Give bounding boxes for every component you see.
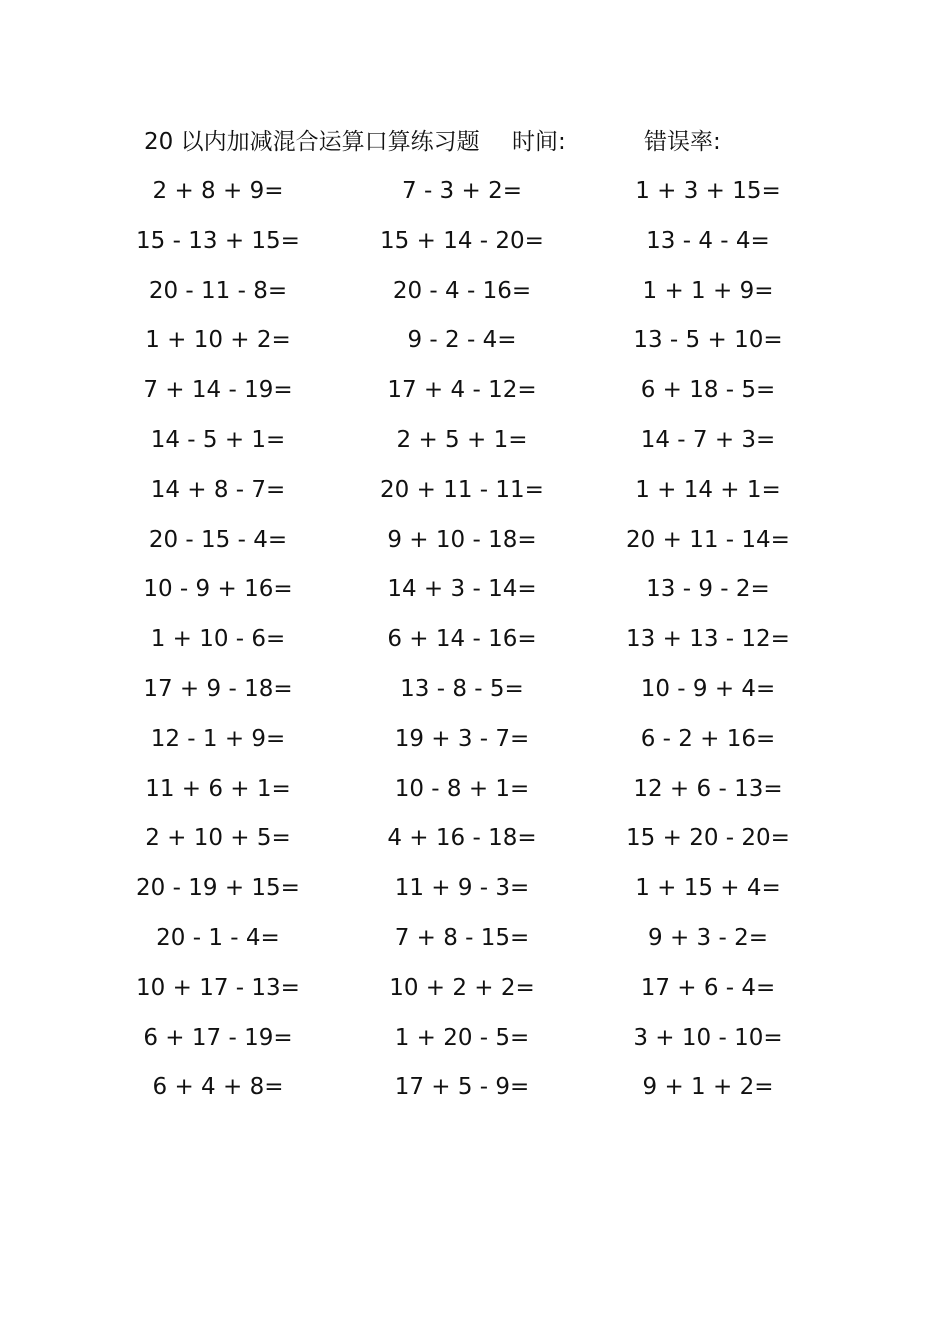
- problem-row: [0, 171, 950, 221]
- math-problem: 6 + 4 + 8=: [152, 1074, 284, 1101]
- problem-row: [0, 569, 950, 619]
- problem-row: [0, 868, 950, 918]
- math-problem: 13 - 9 - 2=: [646, 576, 770, 603]
- math-problem: 10 + 2 + 2=: [389, 974, 535, 1001]
- worksheet-title: 20 以内加减混合运算口算练习题: [144, 129, 480, 155]
- problem-row: [0, 520, 950, 570]
- math-problem: 13 + 13 - 12=: [626, 626, 790, 653]
- math-problem: 14 + 8 - 7=: [150, 476, 286, 503]
- math-problem: 15 - 13 + 15=: [136, 227, 300, 254]
- math-problem: 9 - 2 - 4=: [407, 327, 517, 354]
- problem-row: [0, 420, 950, 470]
- problem-row: [0, 818, 950, 868]
- math-problem: 1 + 10 + 2=: [145, 327, 291, 354]
- math-problem: 1 + 15 + 4=: [635, 875, 781, 902]
- math-problem: 20 - 11 - 8=: [148, 277, 288, 304]
- math-problem: 9 + 1 + 2=: [642, 1074, 774, 1101]
- math-problem: 17 + 4 - 12=: [387, 377, 537, 404]
- math-problem: 20 - 15 - 4=: [148, 526, 288, 553]
- math-problem: 7 + 14 - 19=: [143, 377, 293, 404]
- math-problem: 10 - 9 + 4=: [640, 675, 776, 702]
- math-problem: 7 + 8 - 15=: [394, 924, 530, 951]
- math-problem: 10 + 17 - 13=: [136, 974, 300, 1001]
- math-problem: 1 + 1 + 9=: [642, 277, 774, 304]
- math-problem: 17 + 9 - 18=: [143, 675, 293, 702]
- problem-row: [0, 1067, 950, 1117]
- problem-row: [0, 619, 950, 669]
- math-problem: 3 + 10 - 10=: [633, 1024, 783, 1051]
- problem-row: [0, 1018, 950, 1068]
- math-problem: 17 + 5 - 9=: [394, 1074, 530, 1101]
- math-problem: 20 + 11 - 11=: [380, 476, 544, 503]
- math-problem: 4 + 16 - 18=: [387, 825, 537, 852]
- math-problem: 6 - 2 + 16=: [640, 725, 776, 752]
- math-problem: 17 + 6 - 4=: [640, 974, 776, 1001]
- problem-row: [0, 370, 950, 420]
- math-problem: 6 + 18 - 5=: [640, 377, 776, 404]
- math-problem: 1 + 14 + 1=: [635, 476, 781, 503]
- problem-row: [0, 769, 950, 819]
- problem-grid: [0, 171, 950, 1117]
- problem-row: [0, 320, 950, 370]
- problem-row: [0, 271, 950, 321]
- math-problem: 9 + 3 - 2=: [648, 924, 768, 951]
- math-problem: 10 - 9 + 16=: [143, 576, 293, 603]
- error-rate-label: 错误率:: [644, 129, 721, 155]
- math-problem: 19 + 3 - 7=: [394, 725, 530, 752]
- math-problem: 20 - 4 - 16=: [392, 277, 532, 304]
- math-problem: 6 + 17 - 19=: [143, 1024, 293, 1051]
- math-problem: 1 + 3 + 15=: [635, 178, 781, 204]
- math-problem: 14 - 5 + 1=: [150, 426, 286, 453]
- math-problem: 15 + 20 - 20=: [626, 825, 790, 852]
- time-label: 时间:: [512, 129, 566, 155]
- math-problem: 9 + 10 - 18=: [387, 526, 537, 553]
- math-problem: 2 + 5 + 1=: [396, 426, 528, 453]
- math-problem: 1 + 10 - 6=: [150, 626, 286, 653]
- worksheet-header: [0, 124, 950, 160]
- math-problem: 12 + 6 - 13=: [633, 775, 783, 802]
- math-problem: 13 - 4 - 4=: [646, 227, 770, 254]
- math-problem: 2 + 8 + 9=: [152, 178, 284, 204]
- math-problem: 13 - 5 + 10=: [633, 327, 783, 354]
- math-problem: 1 + 20 - 5=: [394, 1024, 530, 1051]
- math-problem: 15 + 14 - 20=: [380, 227, 544, 254]
- problem-row: [0, 470, 950, 520]
- math-problem: 20 - 19 + 15=: [136, 875, 300, 902]
- math-problem: 2 + 10 + 5=: [145, 825, 291, 852]
- problem-row: [0, 719, 950, 769]
- math-problem: 7 - 3 + 2=: [402, 178, 522, 204]
- problem-row: [0, 968, 950, 1018]
- math-problem: 20 + 11 - 14=: [626, 526, 790, 553]
- problem-row: [0, 221, 950, 271]
- problem-row: [0, 669, 950, 719]
- math-problem: 10 - 8 + 1=: [394, 775, 530, 802]
- math-problem: 20 - 1 - 4=: [156, 924, 280, 951]
- math-problem: 11 + 6 + 1=: [145, 775, 291, 802]
- math-problem: 11 + 9 - 3=: [394, 875, 530, 902]
- math-problem: 14 - 7 + 3=: [640, 426, 776, 453]
- math-problem: 12 - 1 + 9=: [150, 725, 286, 752]
- problem-row: [0, 918, 950, 968]
- math-problem: 6 + 14 - 16=: [387, 626, 537, 653]
- math-problem: 13 - 8 - 5=: [400, 675, 524, 702]
- math-problem: 14 + 3 - 14=: [387, 576, 537, 603]
